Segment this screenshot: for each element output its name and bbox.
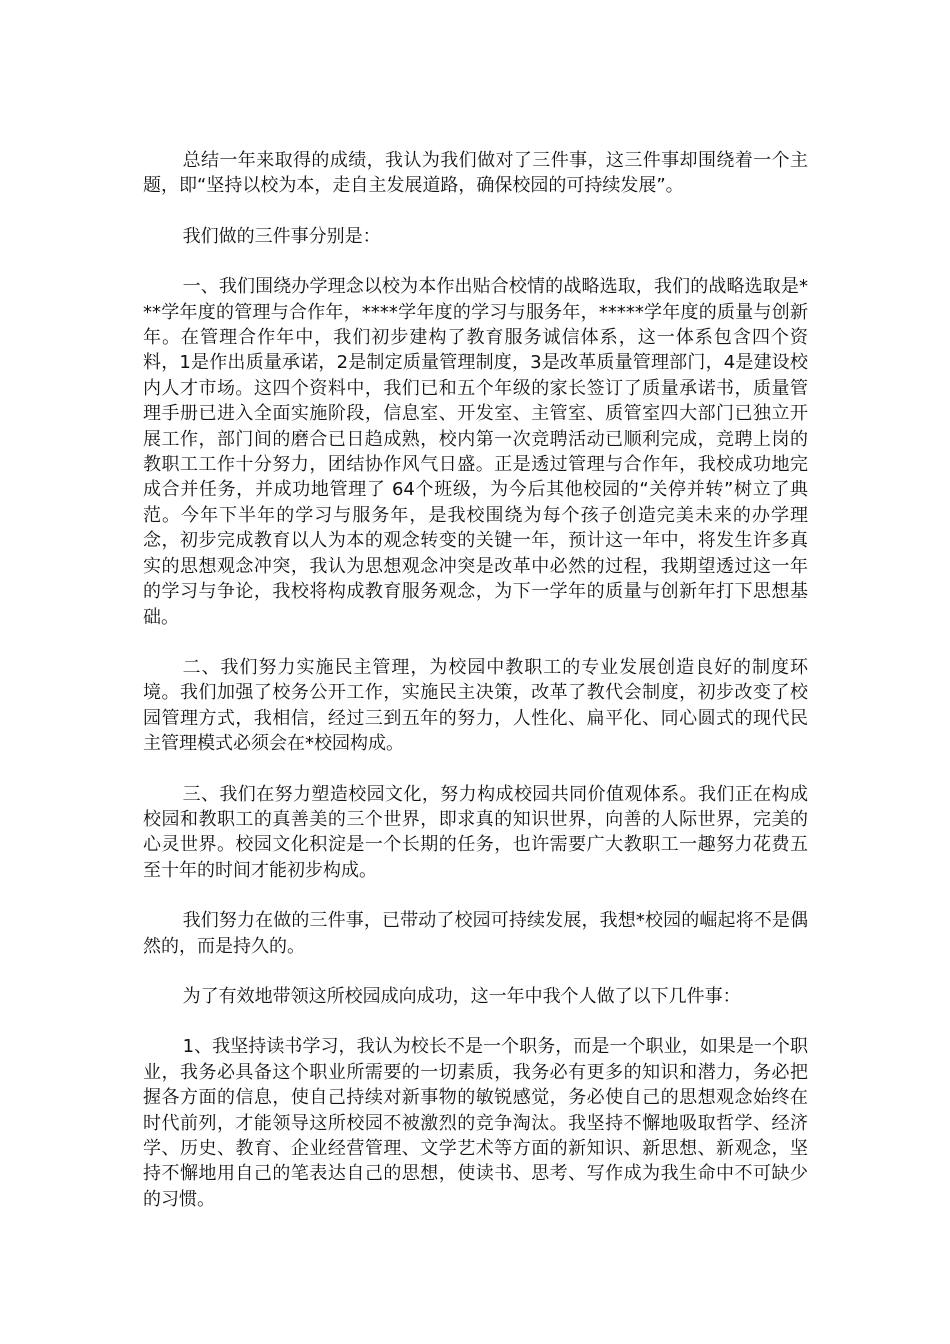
paragraph-democratic-management: 二、我们努力实施民主管理，为校园中教职工的专业发展创造良好的制度环境。我们加强了校务公开工作，实施民主决策，改革了教代会制度，初步改变了校园管理方式，我相信，经过三到五年的努力，人性化、扁平化、同心圆式的现代民主管理模式必须会在*校园构成。 — [143, 656, 808, 755]
paragraph-three-things-intro: 我们做的三件事分别是： — [182, 225, 381, 247]
paragraph-summary: 总结一年来取得的成绩，我认为我们做对了三件事，这三件事却围绕着一个主题，即“坚持以校为本，走自主发展道路，确保校园的可持续发展”。 — [143, 150, 808, 197]
paragraph-personal-intro: 为了有效地带领这所校园成向成功，这一年中我个人做了以下几件事： — [182, 985, 741, 1007]
document-page — [143, 148, 808, 1237]
paragraph-campus-culture: 三、我们在努力塑造校园文化，努力构成校园共同价值观体系。我们正在构成校园和教职工的真善美的三个世界，即求真的知识世界，向善的人际世界，完美的心灵世界。校园文化积淀是一个长期的任务，也许需要广大教职工一趣努力花费五至十年的时间才能初步构成。 — [143, 783, 808, 881]
paragraph-strategy: 一、我们围绕办学理念以校为本作出贴合校情的战略选取，我们的战略选取是***学年度的管理与合作年，****学年度的学习与服务年，*****学年度的质量与创新年。在管理合作年中，我们初步建构了教育服务诚信体系，这一体系包含四个资料，1是作出质量承诺，2是制定质量管理制度，3是改革质量管理部门，4是建设校内人才市场。这四个资料中，我们已和五个年级的家长签订了质量承诺书，质量管理手册已进入全面实施阶段，信息室、开发室、主管室、质管室四大部门已独立开展工作，部门间的磨合已日趋成熟，校内第一次竞聘活动已顺利完成，竞聘上岗的教职工工作十分努力，团结协作风气日盛。正是透过管理与合作年，我校成功地完成合并任务，并成功地管理了 64个班级，为今后其他校园的“关停并转”树立了典范。今年下半年的学习与服务年，是我校围绕为每个孩子创造完美未来的办学理念，初步完成教育以人为本的观念转变的关键一年，预计这一年中，将发生许多真实的思想观念冲突，我认为思想观念冲突是改革中必然的过程，我期望透过这一年的学习与争论，我校将构成教育服务观念，为下一学年的质量与创新年打下思想基础。 — [143, 276, 808, 628]
paragraph-reading-study: 1、我坚持读书学习，我认为校长不是一个职务，而是一个职业，如果是一个职业，我务必具备这个职业所需要的一切素质，我务必有更多的知识和潜力，务必把握各方面的信息，使自己持续对新事物的敏锐感觉，务必使自己的思想观念始终在时代前列，才能领导这所校园不被激烈的竞争淘汰。我坚持不懈地吸取哲学、经济学、历史、教育、企业经营管理、文学艺术等方面的新知识、新思想、新观念，坚持不懈地用自己的笔表达自己的思想，使读书、思考、写作成为我生命中不可缺少的习惯。 — [143, 1036, 808, 1210]
paragraph-sustainable-development: 我们努力在做的三件事，已带动了校园可持续发展，我想*校园的崛起将不是偶然的，而是持久的。 — [143, 910, 808, 957]
